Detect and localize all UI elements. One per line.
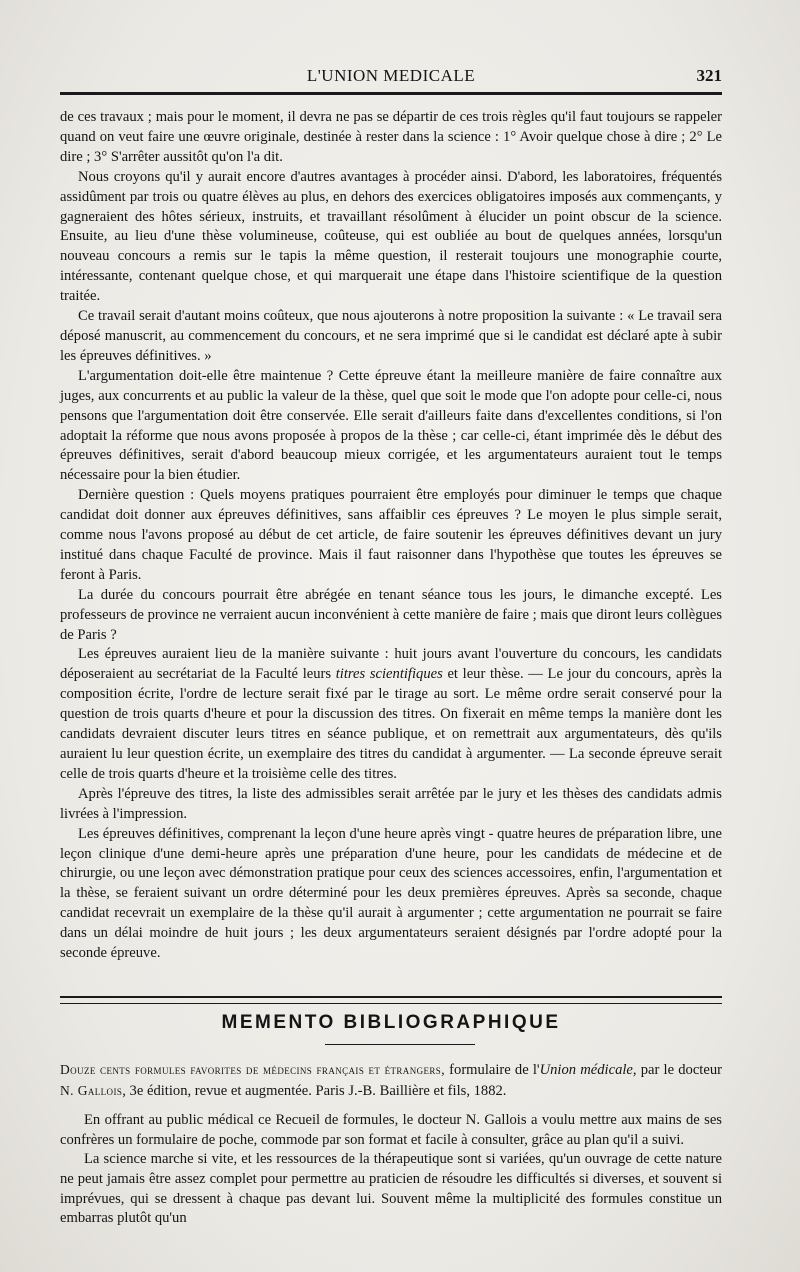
paragraph: L'argumentation doit-elle être maintenue ? Cette épreuve étant la meilleure manière de faire connaître aux juges, aux concurrents et au public la valeur de la thèse, quel que soit le mode que l'on adopte pour celle-ci, nous pensons que l'argumentation doit être conservée. Elle serait d'ailleurs faite dans d'excellentes conditions, si l'on adoptait la réforme que nous avons proposée à propos de la thèse ; car celle-ci, étant imprimée dès le début des épreuves définitives, serait d'abord beaucoup mieux corrigée, et les argumentateurs auraient tout le temps nécessaire pour la bien étudier. [60,367,722,484]
review-paragraph: En offrant au public médical ce Recueil de formules, le docteur N. Gallois a voulu mettre aux mains de ses confrères un formulaire de poche, commode par son format et facile à consulter, grâce au plan qu'il a suivi. [60,1112,722,1148]
paragraph: La durée du concours pourrait être abrégée en tenant séance tous les jours, le dimanche excepté. Les professeurs de province ne verraient aucun inconvénient à cette manière de faire ; mais que diront leurs collègues de Paris ? [60,586,722,643]
paragraph: Les épreuves définitives, comprenant la leçon d'une heure après vingt - quatre heures de préparation libre, une leçon clinique d'une demi-heure après une préparation d'une heure, pour les candidats de médecine et de chirurgie, ou une leçon avec démonstration pratique pour ceux des sciences accessoires, enfin, l'argumentation et la thèse, se feraient suivant un ordre déterminé pour les deux premières épreuves. Après sa seconde, chaque candidat recevrait un exemplaire de la thèse qu'il aurait à argumenter ; cette argumentation ne pourrait se faire dans un délai moindre de huit jours ; les deux argumentateurs seraient désignés par l'ordre adopté pour la seconde épreuve. [60,825,722,962]
paragraph: de ces travaux ; mais pour le moment, il devra ne pas se départir de ces trois règles qu'il faut toujours se rappeler quand on veut faire une œuvre originale, destinée à rester dans la science : 1° Avoir quelque chose à dire ; 2° Le dire ; 3° S'arrêter aussitôt qu'on l'a dit. [60,109,722,165]
entry-title: Douze cents formules favorites de médecins français et étrangers, [60,1062,445,1077]
entry-journal: Union médicale [539,1062,633,1078]
page-number: 321 [696,66,722,85]
paragraph-with-italic: Les épreuves auraient lieu de la manière suivante : huit jours avant l'ouverture du concours, les candidats déposeraient au secrétariat de la Faculté leurs titres scientifiques et leur thèse. — Le jour du concours, après la composition écrite, l'ordre de lecture serait fixé par le tirage au sort. Le même ordre serait conservé pour la question de trois quarts d'heure et pour la discussion des titres. On fixerait en même temps la manière dont les candidats devraient discuter leurs titres en séance publique, et on remettrait aux argumentateurs, dès qu'ils auraient lu leur question écrite, un exemplaire des titres du candidat à argumenter. — La seconde épreuve serait celle de trois quarts d'heure et la troisième celle des titres. [60,646,722,782]
article-body [60,108,722,964]
paragraph: Ce travail serait d'autant moins coûteux, que nous ajouterons à notre proposition la suivante : « Le travail sera déposé manuscrit, au commencement du concours, et ne sera imprimé que si le candidat est déclaré apte à subir les épreuves définitives. » [60,308,722,364]
review-paragraph: La science marche si vite, et les ressources de la thérapeutique sont si variées, qu'un ouvrage de cette nature ne peut jamais être assez complet pour permettre au praticien de résoudre les difficultés si diverses, et souvent si imprévues, qui se dressent à chaque pas devant lui. Souvent même la multiplicité des formules constitue un embarras plutôt qu'un [60,1151,722,1227]
section-divider [60,996,722,1004]
title-underline [325,1044,475,1045]
paragraph: Après l'épreuve des titres, la liste des admissibles serait arrêtée par le jury et les thèses des candidats admis livrées à l'impression. [60,785,722,822]
entry-text: formulaire de l' [445,1062,540,1078]
entry-author: N. Gallois [60,1082,123,1098]
italic-phrase: titres scientifiques [335,666,443,683]
section-title: MEMENTO BIBLIOGRAPHIQUE [221,1012,561,1033]
running-header [60,62,722,95]
bibliography-section [60,1060,722,1229]
paragraph: Dernière question : Quels moyens pratiques pourraient être employés pour diminuer le temps que chaque candidat doit donner aux épreuves définitives, sans affaiblir ces épreuves ? Le moyen le plus simple serait, comme nous l'avons proposé au début de cet article, de faire soutenir les épreuves définitives devant un jury institué dans chaque Faculté de province. Mais il faut raisonner dans l'hypothèse que toutes les épreuves se feront à Paris. [60,487,722,583]
paragraph: Nous croyons qu'il y aurait encore d'autres avantages à procéder ainsi. D'abord, les laboratoires, fréquentés assidûment par trois ou quatre élèves au plus, en dehors des exercices obligatoires imposés aux commençants, y gagneraient des hôtes sérieux, instruits, et travaillant résolûment à élucider un point obscur de la science. Ensuite, au lieu d'une thèse volumineuse, coûteuse, qui est oubliée au bout de quelques années, lorsqu'un nouveau concours a remis sur le tapis la même question, il resterait toujours une monographie courte, intéressante, contenant quelque chose, et qui marquerait une étape dans l'histoire scientifique de la question traitée. [60,168,722,305]
entry-text: , par le docteur [632,1062,722,1078]
bibliography-entry [60,1060,722,1101]
entry-text: , 3e édition, revue et augmentée. Paris J.-B. Baillière et fils, 1882. [122,1082,507,1099]
journal-title: L'UNION MEDICALE [306,66,476,85]
spacer [60,1101,722,1111]
